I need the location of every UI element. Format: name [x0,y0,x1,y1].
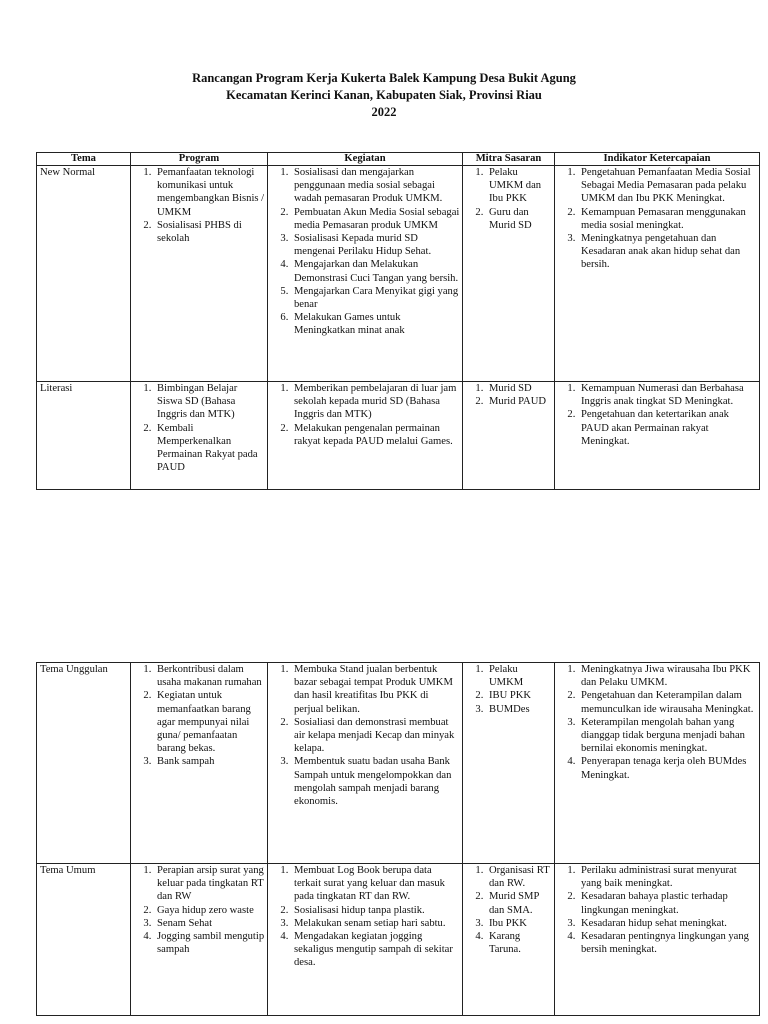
program-cell [131,663,268,864]
list-item: 1. Bimbingan Belajar Siswa SD (Bahasa Inggris dan MTK) [154,382,265,422]
list-item: 2. Kemampuan Pemasaran menggunakan media sosial meningkat. [578,206,757,232]
kegiatan-list [271,864,460,970]
program-cell [131,166,268,382]
list-item: 4. Mengajarkan dan Melakukan Demonstrasi Cuci Tangan yang bersih. [291,258,460,284]
list-item: 1. Membuka Stand jualan berbentuk bazar sebagai tempat Produk UMKM dan hasil kreatifitas Ibu PKK di perjual belikan. [291,663,460,716]
program-cell [131,864,268,1016]
indikator-cell [555,382,760,490]
program-table-page-2 [36,662,760,1016]
tema-cell: Tema Unggulan [37,663,131,864]
list-item: 2. IBU PKK [486,689,552,702]
mitra-cell [463,864,555,1016]
kegiatan-cell [268,382,463,490]
list-item: 2. Kegiatan untuk memanfaatkan barang agar mempunyai nilai guna/ pemanfaatan barang bekas. [154,689,265,755]
table-header-row [37,153,760,166]
mitra-cell [463,663,555,864]
list-item: 4. Kesadaran pentingnya lingkungan yang bersih meningkat. [578,930,757,956]
indikator-cell [555,166,760,382]
list-item: 3. Kesadaran hidup sehat meningkat. [578,917,757,930]
list-item: 5. Mengajarkan Cara Menyikat gigi yang benar [291,285,460,311]
program-cell [131,382,268,490]
list-item: 3. Sosialisasi Kepada murid SD mengenai Perilaku Hidup Sehat. [291,232,460,258]
list-item: 1. Pelaku UMKM dan Ibu PKK [486,166,552,206]
kegiatan-list [271,166,460,338]
list-item: 2. Pembuatan Akun Media Sosial sebagai media Pemasaran produk UMKM [291,206,460,232]
list-item: 2. Gaya hidup zero waste [154,904,265,917]
indikator-list [558,166,757,272]
mitra-list [466,663,552,716]
kegiatan-cell [268,663,463,864]
list-item: 1. Berkontribusi dalam usaha makanan rumahan [154,663,265,689]
program-list [134,166,265,245]
list-item: 2. Guru dan Murid SD [486,206,552,232]
list-item: 1. Murid SD [486,382,552,395]
tema-cell: Tema Umum [37,864,131,1016]
list-item: 3. Keterampilan mengolah bahan yang dianggap tidak berguna menjadi bahan bernilai ekonomis meningkat. [578,716,757,756]
list-item: 1. Pemanfaatan teknologi komunikasi untuk mengembangkan Bisnis / UMKM [154,166,265,219]
indikator-cell [555,663,760,864]
list-item: 4. Mengadakan kegiatan jogging sekaligus mengutip sampah di sekitar desa. [291,930,460,970]
title-line-1: Rancangan Program Kerja Kukerta Balek Kampung Desa Bukit Agung [192,71,576,85]
list-item: 2. Melakukan pengenalan permainan rakyat kepada PAUD melalui Games. [291,422,460,448]
mitra-list [466,382,552,408]
list-item: 1. Memberikan pembelajaran di luar jam sekolah kepada murid SD (Bahasa Inggris dan MTK) [291,382,460,422]
list-item: 2. Pengetahuan dan Keterampilan dalam memunculkan ide wirausaha Meningkat. [578,689,757,715]
list-item: 1. Perilaku administrasi surat menyurat yang baik meningkat. [578,864,757,890]
table-row [37,663,760,864]
list-item: 3. BUMDes [486,703,552,716]
kegiatan-cell [268,166,463,382]
mitra-list [466,166,552,232]
program-list [134,382,265,474]
list-item: 1. Perapian arsip surat yang keluar pada tingkatan RT dan RW [154,864,265,904]
list-item: 1. Sosialisasi dan mengajarkan penggunaan media sosial sebagai wadah pemasaran Produk UMKM. [291,166,460,206]
header-program: Program [131,153,268,166]
list-item: 1. Meningkatnya Jiwa wirausaha Ibu PKK dan Pelaku UMKM. [578,663,757,689]
header-kegiatan: Kegiatan [268,153,463,166]
table-row [37,166,760,382]
header-indikator-ketercapaian: Indikator Ketercapaian [555,153,760,166]
list-item: 2. Sosialisasi hidup tanpa plastik. [291,904,460,917]
table-row [37,382,760,490]
list-item: 1. Membuat Log Book berupa data terkait surat yang keluar dan masuk pada tingkatan RT dan RW. [291,864,460,904]
list-item: 1. Organisasi RT dan RW. [486,864,552,890]
indikator-list [558,663,757,782]
indikator-cell [555,864,760,1016]
list-item: 4. Jogging sambil mengutip sampah [154,930,265,956]
mitra-list [466,864,552,956]
list-item: 4. Penyerapan tenaga kerja oleh BUMdes Meningkat. [578,755,757,781]
kegiatan-cell [268,864,463,1016]
program-list [134,663,265,769]
program-list [134,864,265,956]
header-mitra-sasaran: Mitra Sasaran [463,153,555,166]
list-item: 6. Melakukan Games untuk Meningkatkan minat anak [291,311,460,337]
list-item: 2. Kembali Memperkenalkan Permainan Rakyat pada PAUD [154,422,265,475]
list-item: 4. Karang Taruna. [486,930,552,956]
list-item: 1. Pelaku UMKM [486,663,552,689]
list-item: 3. Bank sampah [154,755,265,768]
list-item: 3. Melakukan senam setiap hari sabtu. [291,917,460,930]
list-item: 2. Murid PAUD [486,395,552,408]
title-line-3: 2022 [371,105,397,119]
list-item: 1. Kemampuan Numerasi dan Berbahasa Inggris anak tingkat SD Meningkat. [578,382,757,408]
list-item: 3. Meningkatnya pengetahuan dan Kesadaran anak akan hidup sehat dan bersih. [578,232,757,272]
title-line-2: Kecamatan Kerinci Kanan, Kabupaten Siak, Provinsi Riau [226,88,542,102]
list-item: 3. Membentuk suatu badan usaha Bank Sampah untuk mengelompokkan dan mengolah sampah menjadi barang ekonomis. [291,755,460,808]
document-title [0,70,768,121]
kegiatan-list [271,382,460,448]
tema-cell: New Normal [37,166,131,382]
program-table-page-1 [36,152,760,490]
list-item: 2. Sosialisasi PHBS di sekolah [154,219,265,245]
tema-cell: Literasi [37,382,131,490]
list-item: 3. Senam Sehat [154,917,265,930]
mitra-cell [463,166,555,382]
table-row [37,864,760,1016]
kegiatan-list [271,663,460,808]
indikator-list [558,382,757,448]
mitra-cell [463,382,555,490]
header-tema: Tema [37,153,131,166]
indikator-list [558,864,757,956]
list-item: 3. Ibu PKK [486,917,552,930]
list-item: 2. Kesadaran bahaya plastic terhadap lingkungan meningkat. [578,890,757,916]
list-item: 2. Sosialiasi dan demonstrasi membuat air kelapa menjadi Kecap dan minyak kelapa. [291,716,460,756]
list-item: 2. Pengetahuan dan ketertarikan anak PAUD akan Permainan rakyat Meningkat. [578,408,757,448]
list-item: 2. Murid SMP dan SMA. [486,890,552,916]
list-item: 1. Pengetahuan Pemanfaatan Media Sosial Sebagai Media Pemasaran pada pelaku UMKM dan Ibu PKK Meningkat. [578,166,757,206]
